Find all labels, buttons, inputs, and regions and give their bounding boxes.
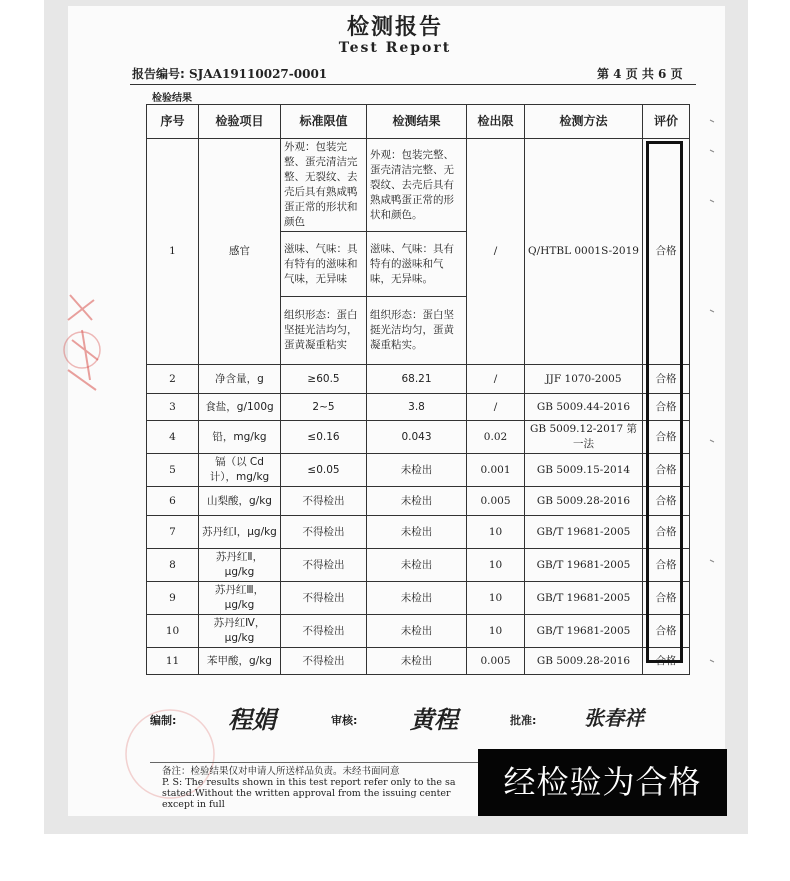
cell-standard: ≥60.5	[281, 365, 367, 394]
cell-limit: 0.005	[467, 487, 525, 516]
cell-result: 68.21	[367, 365, 467, 394]
cell-item: 感官	[199, 139, 281, 365]
paper-edge-marks	[700, 110, 720, 670]
cell-limit: /	[467, 139, 525, 365]
results-table	[146, 104, 690, 675]
section-label: 检验结果	[152, 93, 192, 104]
cell-item: 苏丹红Ⅳ，μg/kg	[199, 615, 281, 648]
header-item: 检验项目	[199, 105, 281, 139]
cell-result: 未检出	[367, 454, 467, 487]
red-stamp-left	[62, 290, 106, 420]
header-divider	[130, 84, 696, 85]
cell-limit: 0.02	[467, 421, 525, 454]
cell-result: 3.8	[367, 394, 467, 421]
cell-standard: 2~5	[281, 394, 367, 421]
cell-standard: 组织形态：蛋白坚挺光洁均匀，蛋黄凝重粘实	[281, 297, 367, 365]
cell-evaluation: 合格	[643, 582, 690, 615]
cell-no: 8	[147, 549, 199, 582]
header-method: 检测方法	[525, 105, 643, 139]
cell-method: GB/T 19681-2005	[525, 582, 643, 615]
cell-no: 7	[147, 516, 199, 549]
cell-no: 3	[147, 394, 199, 421]
cell-standard: 外观：包装完整、蛋壳清洁完整、无裂纹、去壳后具有熟咸鸭蛋正常的形状和颜色	[281, 139, 367, 232]
report-title-en: Test Report	[338, 40, 452, 56]
cell-limit: 10	[467, 582, 525, 615]
cell-no: 4	[147, 421, 199, 454]
cell-limit: /	[467, 394, 525, 421]
cell-no: 9	[147, 582, 199, 615]
cell-limit: 10	[467, 549, 525, 582]
cell-result: 组织形态：蛋白坚挺光洁均匀，蛋黄凝重粘实。	[367, 297, 467, 365]
cell-standard: ≤0.05	[281, 454, 367, 487]
cell-no: 10	[147, 615, 199, 648]
cell-standard: 不得检出	[281, 487, 367, 516]
footnote-divider	[150, 762, 480, 763]
cell-limit: 10	[467, 615, 525, 648]
cell-result: 滋味、气味：具有特有的滋味和气味，无异味。	[367, 232, 467, 297]
table-row	[147, 648, 690, 675]
footnote-line: except in full	[162, 799, 225, 810]
cell-standard: 不得检出	[281, 582, 367, 615]
header-limit: 检出限	[467, 105, 525, 139]
cell-method: Q/HTBL 0001S-2019	[525, 139, 643, 365]
cell-limit: /	[467, 365, 525, 394]
cell-result: 未检出	[367, 615, 467, 648]
cell-method: GB/T 19681-2005	[525, 615, 643, 648]
cell-result: 未检出	[367, 549, 467, 582]
footnote-line: P. S: The results shown in this test report refer only to the sa	[162, 777, 456, 788]
cell-no: 2	[147, 365, 199, 394]
cell-item: 苯甲酸，g/kg	[199, 648, 281, 675]
table-row	[147, 615, 690, 648]
cell-item: 苏丹红Ⅲ，μg/kg	[199, 582, 281, 615]
report-number	[132, 65, 327, 82]
table-row	[147, 487, 690, 516]
cell-standard: 不得检出	[281, 549, 367, 582]
cell-result: 未检出	[367, 516, 467, 549]
cell-evaluation: 合格	[643, 615, 690, 648]
result-rows	[147, 365, 690, 675]
report-number-value: SJAA19110027-0001	[189, 67, 328, 81]
report-number-label: 报告编号:	[132, 67, 185, 81]
cell-evaluation: 合格	[643, 394, 690, 421]
evaluation-highlight-box	[646, 141, 683, 663]
qualified-banner: 经检验为合格	[478, 749, 727, 816]
table-row	[147, 516, 690, 549]
footnote-line: 备注：检验结果仅对申请人所送样品负责。未经书面同意	[162, 766, 400, 777]
table-row	[147, 139, 690, 232]
cell-evaluation: 合格	[643, 648, 690, 675]
cell-result: 外观：包装完整、蛋壳清洁完整、无裂纹、去壳后具有熟咸鸭蛋正常的形状和颜色。	[367, 139, 467, 232]
cell-standard: 不得检出	[281, 648, 367, 675]
cell-evaluation: 合格	[643, 139, 690, 365]
cell-method: GB 5009.15-2014	[525, 454, 643, 487]
cell-no: 11	[147, 648, 199, 675]
table-row	[147, 421, 690, 454]
table-header-row	[147, 105, 690, 139]
cell-method: GB/T 19681-2005	[525, 516, 643, 549]
cell-item: 食盐，g/100g	[199, 394, 281, 421]
approved-signature: 张春祥	[584, 706, 644, 730]
cell-limit: 0.005	[467, 648, 525, 675]
cell-method: GB 5009.44-2016	[525, 394, 643, 421]
cell-evaluation: 合格	[643, 516, 690, 549]
header-no: 序号	[147, 105, 199, 139]
table-row	[147, 454, 690, 487]
table-row	[147, 365, 690, 394]
report-title-cn: 检测报告	[346, 14, 443, 40]
reviewed-signature: 黄程	[410, 705, 458, 734]
cell-evaluation: 合格	[643, 549, 690, 582]
cell-result: 未检出	[367, 487, 467, 516]
approved-label: 批准:	[510, 714, 537, 727]
compiled-signature: 程娟	[228, 705, 276, 734]
cell-result: 0.043	[367, 421, 467, 454]
cell-method: GB 5009.28-2016	[525, 648, 643, 675]
cell-method: JJF 1070-2005	[525, 365, 643, 394]
cell-limit: 0.001	[467, 454, 525, 487]
cell-evaluation: 合格	[643, 421, 690, 454]
cell-method: GB/T 19681-2005	[525, 549, 643, 582]
header-result: 检测结果	[367, 105, 467, 139]
footnote	[162, 766, 482, 810]
cell-evaluation: 合格	[643, 487, 690, 516]
cell-item: 苏丹红Ⅰ，μg/kg	[199, 516, 281, 549]
cell-standard: 不得检出	[281, 615, 367, 648]
cell-item: 苏丹红Ⅱ，μg/kg	[199, 549, 281, 582]
reviewed-label: 审核:	[331, 714, 358, 727]
cell-no: 5	[147, 454, 199, 487]
footnote-line: stated.Without the written approval from the issuing center	[162, 788, 451, 799]
cell-evaluation: 合格	[643, 365, 690, 394]
cell-standard: 滋味、气味：具有特有的滋味和气味，无异味	[281, 232, 367, 297]
cell-item: 净含量，g	[199, 365, 281, 394]
header-standard: 标准限值	[281, 105, 367, 139]
table-row	[147, 549, 690, 582]
page-info: 第 4 页 共 6 页	[597, 67, 683, 81]
compiled-label: 编制:	[150, 714, 177, 727]
cell-no: 1	[147, 139, 199, 365]
cell-result: 未检出	[367, 582, 467, 615]
cell-evaluation: 合格	[643, 454, 690, 487]
cell-result: 未检出	[367, 648, 467, 675]
cell-item: 铅，mg/kg	[199, 421, 281, 454]
table-row	[147, 394, 690, 421]
cell-method: GB 5009.12-2017 第一法	[525, 421, 643, 454]
cell-no: 6	[147, 487, 199, 516]
cell-item: 镉（以 Cd 计），mg/kg	[199, 454, 281, 487]
cell-standard: ≤0.16	[281, 421, 367, 454]
header-evaluation: 评价	[643, 105, 690, 139]
table-row	[147, 582, 690, 615]
cell-item: 山梨酸，g/kg	[199, 487, 281, 516]
cell-limit: 10	[467, 516, 525, 549]
cell-standard: 不得检出	[281, 516, 367, 549]
cell-method: GB 5009.28-2016	[525, 487, 643, 516]
